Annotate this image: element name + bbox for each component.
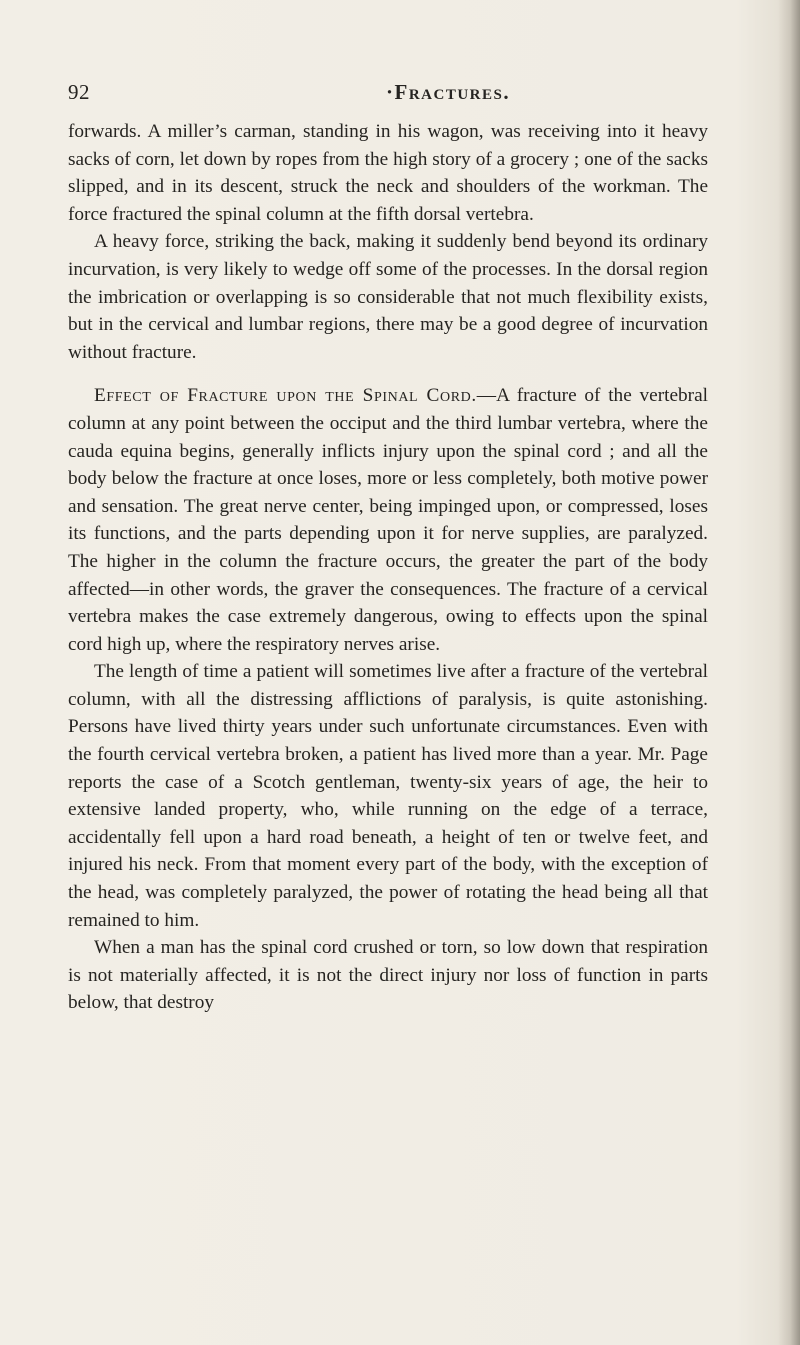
paragraph-4: The length of time a patient will sometimes live after a fracture of the vertebral column, with all the distressing afflictions of paralysis, is quite astonishing. Persons have lived thirty years under such unfortunate circumstances. Even with the fourth cervical vertebra broken, a patient has lived more than a year. Mr. Page reports the case of a Scotch gentleman, twenty-six years of age, the heir to extensive landed property, who, while running on the edge of a terrace, accidentally fell upon a hard road beneath, a height of ten or twelve feet, and injured his neck. From that moment every part of the body, with the exception of the head, was completely paralyzed, the power of rotating the head being all that remained to him.	[68, 661, 708, 931]
section-paragraph	[68, 382, 708, 658]
page-edge-shadow	[778, 0, 800, 1345]
running-head: ·Fractures.	[386, 80, 511, 104]
section-heading: Effect of Fracture upon the Spinal Cord.	[94, 385, 477, 407]
page-header	[68, 80, 708, 110]
body-text	[68, 118, 708, 1017]
section-text: —A fracture of the vertebral column at any point between the occiput and the third lumbar vertebra, where the cauda equina begins, generally inflicts injury upon the spinal cord ; and all the body below the fracture at once loses, more or less completely, both motive power and sensation. The great nerve center, being impinged upon, or compressed, loses its functions, and the parts depending upon it for nerve supplies, are paralyzed. The higher in the column the fracture occurs, the greater the part of the body affected—in other words, the graver the consequences. The fracture of a cervical vertebra makes the case extremely dangerous, owing to effects upon the spinal cord high up, where the respiratory nerves arise.	[68, 385, 709, 655]
paragraph-5: When a man has the spinal cord crushed or torn, so low down that respiration is not materially affected, it is not the direct injury nor loss of function in parts below, that destroy	[68, 937, 708, 1014]
paragraph-1: forwards. A miller’s carman, standing in his wagon, was receiving into it heavy sacks of corn, let down by ropes from the high story of a grocery ; one of the sacks slipped, and in its descent, struck the neck and shoulders of the workman. The force fractured the spinal column at the fifth dorsal vertebra.	[68, 121, 708, 225]
paragraph-2: A heavy force, striking the back, making it suddenly bend beyond its ordinary incurvation, is very likely to wedge off some of the processes. In the dorsal region the imbrication or overlapping is so considerable that not much flexibility exists, but in the cervical and lumbar regions, there may be a good degree of incurvation without fracture.	[68, 231, 708, 363]
page-number: 92	[68, 80, 90, 104]
